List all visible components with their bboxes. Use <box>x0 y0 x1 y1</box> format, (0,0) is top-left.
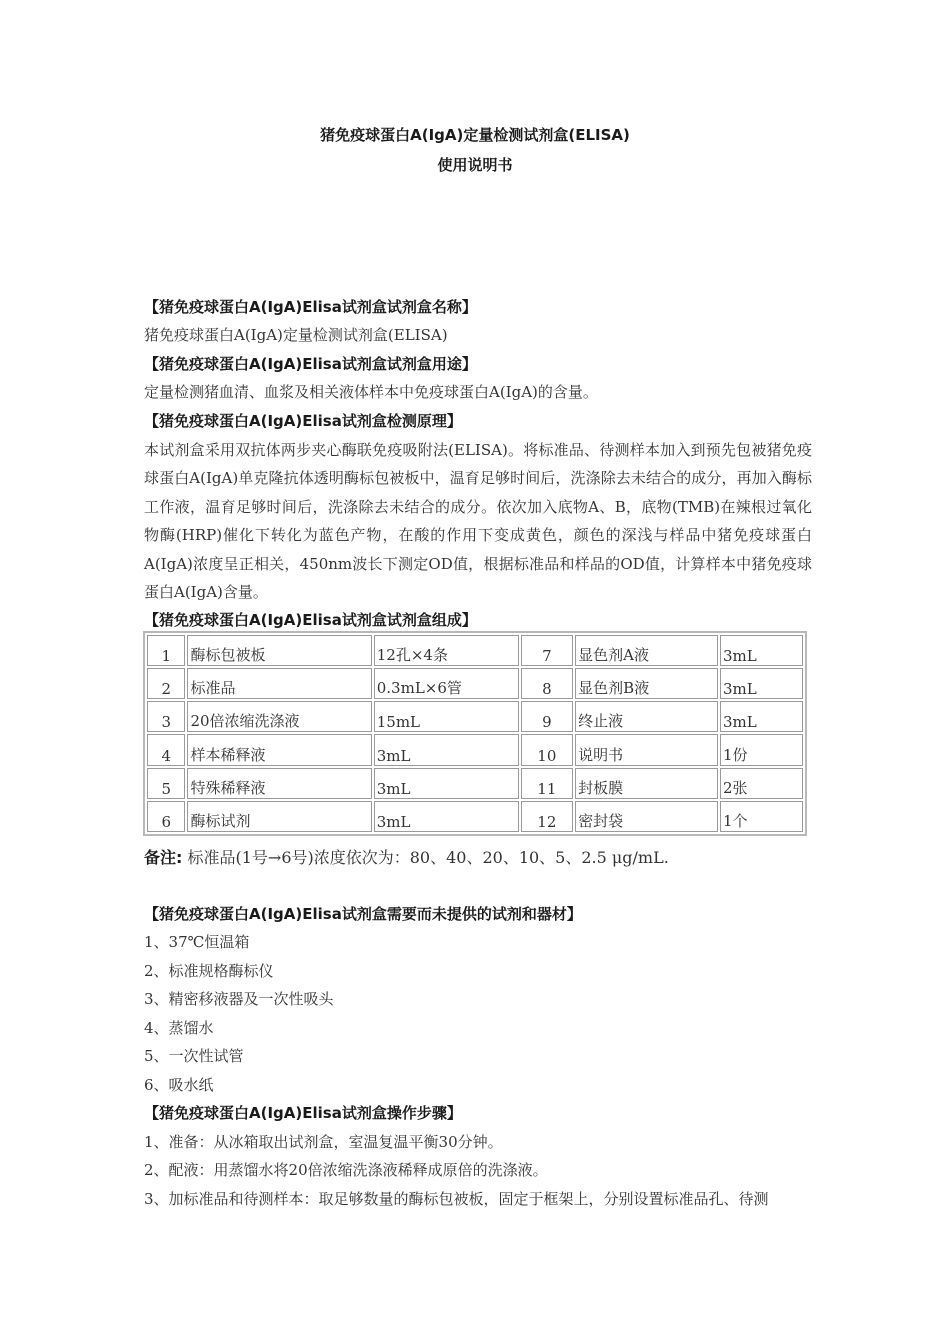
list-item: 1、37℃恒温箱 <box>144 933 250 951</box>
table-cell: 说明书 <box>575 734 718 765</box>
table-cell: 15mL <box>374 701 519 732</box>
use-text: 定量检测猪血清、血浆及相关液体样本中免疫球蛋白A(IgA)的含量。 <box>144 383 598 401</box>
table-cell: 2张 <box>720 768 803 799</box>
table-cell: 酶标试剂 <box>187 801 371 832</box>
table-cell: 3mL <box>374 734 519 765</box>
table-cell: 显色剂B液 <box>575 668 718 699</box>
list-item: 5、一次性试管 <box>144 1047 244 1065</box>
standard-note <box>144 845 669 868</box>
table-cell: 20倍浓缩洗涤液 <box>187 701 371 732</box>
table-row <box>147 668 803 699</box>
composition-heading: 【猪免疫球蛋白A(IgA)Elisa试剂盒试剂盒组成】 <box>144 611 477 629</box>
table-cell: 封板膜 <box>575 768 718 799</box>
principle-heading: 【猪免疫球蛋白A(IgA)Elisa试剂盒检测原理】 <box>144 412 462 430</box>
table-cell: 6 <box>147 801 185 832</box>
table-cell: 3mL <box>720 701 803 732</box>
table-cell: 8 <box>521 668 574 699</box>
table-cell: 3 <box>147 701 185 732</box>
table-cell: 标准品 <box>187 668 371 699</box>
list-item: 6、吸水纸 <box>144 1076 214 1094</box>
table-cell: 样本稀释液 <box>187 734 371 765</box>
materials-heading: 【猪免疫球蛋白A(IgA)Elisa试剂盒需要而未提供的试剂和器材】 <box>144 905 582 923</box>
table-row <box>147 768 803 799</box>
table-cell: 10 <box>521 734 574 765</box>
name-text: 猪免疫球蛋白A(IgA)定量检测试剂盒(ELISA) <box>144 326 448 344</box>
table-cell: 9 <box>521 701 574 732</box>
table-row <box>147 801 803 832</box>
table-cell: 12孔×4条 <box>374 635 519 666</box>
principle-text: 本试剂盒采用双抗体两步夹心酶联免疫吸附法(ELISA)。将标准品、待测样本加入到预先包被猪免疫球蛋白A(IgA)单克隆抗体透明酶标包被板中，温育足够时间后，洗涤除去未结合的成分，再加入酶标工作液，温育足够时间后，洗涤除去未结合的成分。依次加入底物A、B，底物(TMB)在辣根过氧化物酶(HRP)催化下转化为蓝色产物，在酸的作用下变成黄色，颜色的深浅与样品中猪免疫球蛋白A(IgA)浓度呈正相关，450nm波长下测定OD值，根据标准品和样品的OD值，计算样本中猪免疫球蛋白A(IgA)含量。 <box>144 441 812 602</box>
table-cell: 1 <box>147 635 185 666</box>
note-text: 标准品(1号→6号)浓度依次为：80、40、20、10、5、2.5 μg/mL. <box>182 848 669 867</box>
note-label: 备注: <box>144 848 183 867</box>
list-item: 4、蒸馏水 <box>144 1019 214 1037</box>
table-cell: 1份 <box>720 734 803 765</box>
table-cell: 特殊稀释液 <box>187 768 371 799</box>
table-cell: 密封袋 <box>575 801 718 832</box>
table-row <box>147 701 803 732</box>
table-row <box>147 734 803 765</box>
table-cell: 酶标包被板 <box>187 635 371 666</box>
composition-table <box>143 631 807 836</box>
table-cell: 3mL <box>720 635 803 666</box>
table-cell: 3mL <box>720 668 803 699</box>
name-heading: 【猪免疫球蛋白A(IgA)Elisa试剂盒试剂盒名称】 <box>144 298 477 316</box>
list-item: 1、准备：从冰箱取出试剂盒，室温复温平衡30分钟。 <box>144 1133 503 1151</box>
list-item: 3、加标准品和待测样本：取足够数量的酶标包被板，固定于框架上，分别设置标准品孔、待测 <box>144 1190 769 1208</box>
table-cell: 5 <box>147 768 185 799</box>
table-cell: 12 <box>521 801 574 832</box>
table-cell: 3mL <box>374 768 519 799</box>
table-cell: 显色剂A液 <box>575 635 718 666</box>
document-title: 猪免疫球蛋白A(IgA)定量检测试剂盒(ELISA) <box>320 126 630 144</box>
table-cell: 3mL <box>374 801 519 832</box>
table-cell: 1个 <box>720 801 803 832</box>
use-heading: 【猪免疫球蛋白A(IgA)Elisa试剂盒试剂盒用途】 <box>144 355 477 373</box>
table-cell: 4 <box>147 734 185 765</box>
table-cell: 7 <box>521 635 574 666</box>
table-cell: 11 <box>521 768 574 799</box>
table-cell: 0.3mL×6管 <box>374 668 519 699</box>
document-subtitle: 使用说明书 <box>437 156 513 174</box>
table-cell: 终止液 <box>575 701 718 732</box>
list-item: 2、配液：用蒸馏水将20倍浓缩洗涤液稀释成原倍的洗涤液。 <box>144 1161 548 1179</box>
table-cell: 2 <box>147 668 185 699</box>
list-item: 2、标准规格酶标仪 <box>144 962 274 980</box>
table-row <box>147 635 803 666</box>
list-item: 3、精密移液器及一次性吸头 <box>144 990 334 1008</box>
steps-heading: 【猪免疫球蛋白A(IgA)Elisa试剂盒操作步骤】 <box>144 1104 462 1122</box>
